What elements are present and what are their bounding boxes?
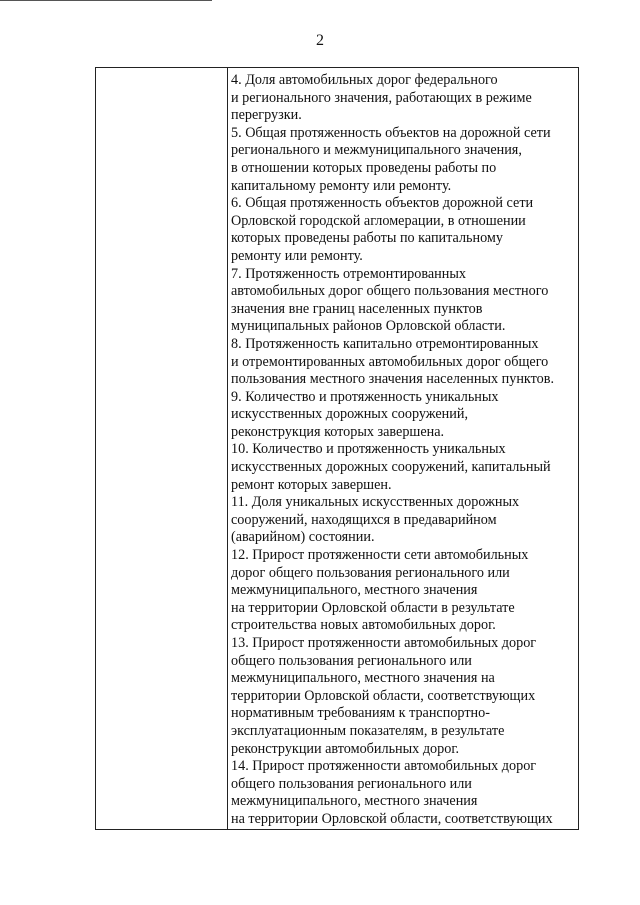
indicator-line: межмуниципального, местного значения <box>231 793 478 810</box>
left-cell <box>96 68 228 830</box>
indicator-line: и отремонтированных автомобильных дорог общего <box>231 353 549 370</box>
indicator-line: 9. Количество и протяженность уникальных <box>231 388 499 405</box>
right-cell <box>228 68 579 830</box>
indicator-line: перегрузки. <box>231 107 302 124</box>
indicator-line: 4. Доля автомобильных дорог федерального <box>231 72 498 88</box>
page-number: 2 <box>316 32 324 49</box>
indicator-line: муниципальных районов Орловской области. <box>231 318 506 335</box>
indicator-item <box>228 758 578 828</box>
indicator-line: 14. Прирост протяженности автомобильных дорог <box>231 758 537 775</box>
indicator-line: ремонту или ремонту. <box>231 247 363 264</box>
indicator-line: значения вне границ населенных пунктов <box>231 300 483 317</box>
indicator-item <box>228 389 578 442</box>
indicator-line: реконструкции автомобильных дорог. <box>231 740 460 757</box>
indicator-line: на территории Орловской области в результате <box>231 599 515 616</box>
indicator-line: строительства новых автомобильных дорог. <box>231 617 496 634</box>
indicator-line: пользования местного значения населенных пунктов. <box>231 371 554 388</box>
indicator-line: сооружений, находящихся в предаварийном <box>231 511 497 528</box>
indicator-line: 6. Общая протяженность объектов дорожной сети <box>231 195 534 212</box>
indicator-line: межмуниципального, местного значения на <box>231 670 495 687</box>
indicator-line: 12. Прирост протяженности сети автомобильных <box>231 547 529 564</box>
indicator-item <box>228 336 578 389</box>
header-rule <box>0 0 212 1</box>
indicator-item <box>228 72 578 125</box>
table-row <box>96 68 579 830</box>
indicator-line: реконструкция которых завершена. <box>231 423 445 440</box>
indicator-line: нормативным требованиям к транспортно- <box>231 705 490 722</box>
indicator-line: 10. Количество и протяженность уникальных <box>231 441 506 458</box>
indicator-line: дорог общего пользования регионального или <box>231 564 510 581</box>
indicator-line: 7. Протяженность отремонтированных <box>231 265 466 282</box>
indicator-line: (аварийном) состоянии. <box>231 529 375 546</box>
indicator-item <box>228 125 578 195</box>
indicator-line: общего пользования регионального или <box>231 775 472 792</box>
indicator-line: межмуниципального, местного значения <box>231 582 478 599</box>
indicator-line: на территории Орловской области, соответствующих <box>231 810 553 827</box>
indicator-line: и регионального значения, работающих в режиме <box>231 89 532 106</box>
indicator-item <box>228 195 578 265</box>
indicators-table <box>95 67 579 830</box>
indicator-line: Орловской городской агломерации, в отношении <box>231 212 526 229</box>
indicator-line: искусственных дорожных сооружений, капитальный <box>231 459 551 476</box>
indicator-item <box>228 494 578 547</box>
indicator-item <box>228 441 578 494</box>
indicator-line: которых проведены работы по капитальному <box>231 230 503 247</box>
indicator-line: 11. Доля уникальных искусственных дорожных <box>231 494 520 511</box>
indicator-list <box>228 68 578 829</box>
indicator-line: 13. Прирост протяженности автомобильных дорог <box>231 635 537 651</box>
indicator-line: общего пользования регионального или <box>231 652 472 669</box>
indicator-line: автомобильных дорог общего пользования местного <box>231 283 549 300</box>
indicator-line: капитальному ремонту или ремонту. <box>231 177 452 194</box>
indicator-line: территории Орловской области, соответствующих <box>231 687 536 704</box>
indicator-line: искусственных дорожных сооружений, <box>231 406 468 423</box>
indicator-line: регионального и межмуниципального значения, <box>231 142 522 159</box>
indicator-line: 5. Общая протяженность объектов на дорожной сети <box>231 124 551 141</box>
indicator-line: в отношении которых проведены работы по <box>231 159 497 176</box>
indicator-item <box>228 547 578 635</box>
indicator-item <box>228 266 578 336</box>
indicator-line: ремонт которых завершен. <box>231 476 392 493</box>
indicator-line: эксплуатационным показателям, в результате <box>231 722 505 739</box>
indicator-item <box>228 635 578 758</box>
indicator-line: 8. Протяженность капитально отремонтированных <box>231 335 539 352</box>
